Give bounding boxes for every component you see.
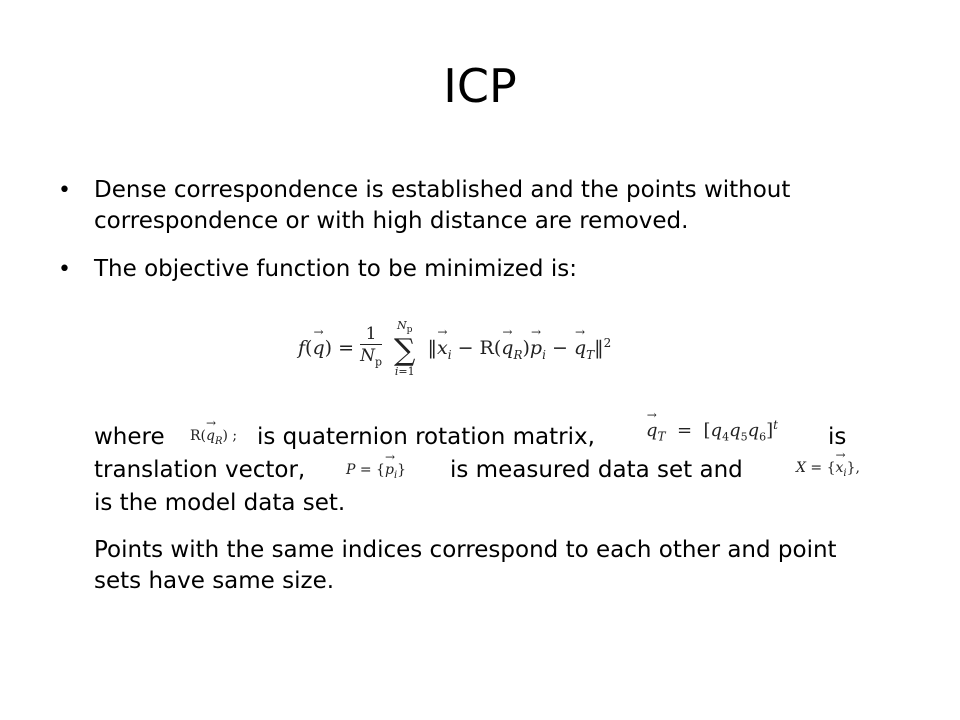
translation-text: translation vector, <box>94 457 306 483</box>
is-text: is <box>828 424 847 450</box>
translation-vector-symbol: → $q_T = [q_4q_5q_6]^t$ <box>646 418 778 444</box>
bullet-marker: • <box>58 178 71 203</box>
where-text: where <box>94 424 165 450</box>
closing-text: Points with the same indices correspond to each other and point sets have same size. <box>94 537 837 594</box>
bullet-marker: • <box>58 257 71 282</box>
rotation-description: is quaternion rotation matrix, <box>257 424 595 450</box>
model-set-symbol: X = {→ $x_i$}, <box>796 460 860 479</box>
measured-set-symbol: P = {→ $p_i$} <box>346 462 406 481</box>
rotation-matrix-symbol: $R(\to q_R)$ ; <box>190 428 237 447</box>
model-description: is the model data set. <box>94 490 346 516</box>
bullet-text-objective: The objective function to be minimized is: <box>94 256 577 282</box>
bullet-text-correspondence: Dense correspondence is established and the points without correspondence or with high distance are removed. <box>94 177 791 234</box>
objective-formula: f(→ q) = $\frac{1}{N_p}$ $N_p$ ∑ i=1 ‖→ $x_i - R(\to q_R)\to p_i$ − → $q_T‖^2$ <box>298 320 611 378</box>
measured-description: is measured data set and <box>450 457 743 483</box>
slide-title: ICP <box>443 59 517 113</box>
